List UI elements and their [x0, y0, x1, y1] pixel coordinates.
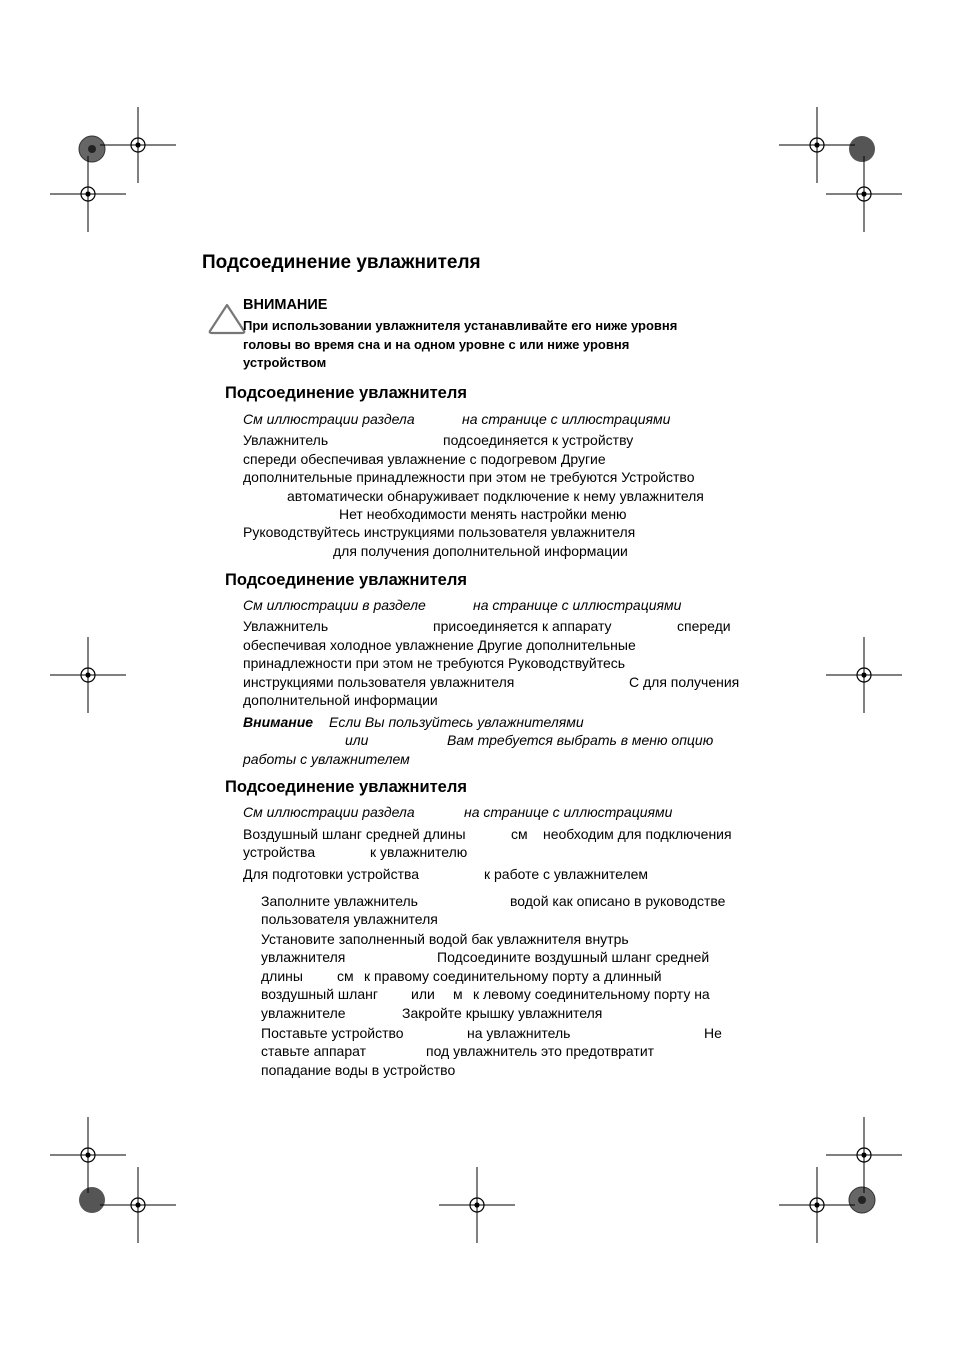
crosshair-mark — [50, 637, 126, 713]
step-text: или — [411, 986, 435, 1002]
body-text: инструкциями пользователя увлажнителя — [243, 674, 515, 690]
body-text: дополнительной информации — [243, 692, 438, 708]
body-text: Увлажнитель — [243, 618, 329, 634]
illustration-reference: на странице с иллюстрациями — [464, 804, 673, 820]
crosshair-mark — [826, 637, 902, 713]
body-text: подсоединяется к устройству — [443, 432, 634, 448]
step-text: Поставьте устройство — [261, 1025, 404, 1041]
step-text: Закройте крышку увлажнителя — [402, 1005, 603, 1021]
body-text: автоматически обнаруживает подключение к нему увлажнителя — [287, 488, 704, 504]
warning-line: При использовании увлажнителя устанавливайте его ниже уровня — [243, 318, 678, 333]
illustration-reference: на странице с иллюстрациями — [473, 597, 682, 613]
step-text: увлажнителе — [261, 1005, 346, 1021]
body-text: дополнительные принадлежности при этом не требуются Устройство — [243, 469, 695, 485]
body-text: к увлажнителю — [370, 844, 468, 860]
step-text: длины — [261, 968, 303, 984]
note-text: работы с увлажнителем — [243, 751, 410, 767]
section-heading: Подсоединение увлажнителя — [225, 384, 467, 402]
body-text: спереди — [677, 618, 731, 634]
step-text: под увлажнитель это предотвратит — [426, 1043, 655, 1059]
crosshair-mark — [439, 1167, 515, 1243]
body-text: см — [511, 826, 528, 842]
step-text: к правому соединительному порту а длинный — [364, 968, 662, 984]
note-text: Вам требуется выбрать в меню опцию — [447, 732, 714, 748]
step-text: Заполните увлажнитель — [261, 893, 418, 909]
illustration-reference: См иллюстрации раздела — [243, 411, 415, 427]
step-text: воздушный шланг — [261, 986, 378, 1002]
section-heading: Подсоединение увлажнителя — [225, 778, 467, 796]
crosshair-mark — [826, 1117, 902, 1193]
target-circle-icon — [849, 1187, 875, 1213]
note-text: Если Вы пользуйтесь увлажнителями — [329, 714, 584, 730]
target-circle-icon — [79, 1187, 105, 1213]
caution-triangle-icon — [210, 305, 245, 333]
step-text: см — [337, 968, 354, 984]
warning-line: устройством — [243, 355, 327, 370]
body-text: присоединяется к аппарату — [433, 618, 612, 634]
illustration-reference: См иллюстрации раздела — [243, 804, 415, 820]
crosshair-mark — [100, 1167, 176, 1243]
body-text: обеспечивая холодное увлажнение Другие дополнительные — [243, 637, 636, 653]
step-text: на увлажнитель — [467, 1025, 571, 1041]
step-text: водой как описано в руководстве — [510, 893, 726, 909]
body-text: Руководствуйтесь инструкциями пользователя увлажнителя — [243, 524, 636, 540]
body-text: С для получения — [629, 674, 740, 690]
body-text: Воздушный шланг средней длины — [243, 826, 466, 842]
body-text: принадлежности при этом не требуются Руководствуйтесь — [243, 655, 626, 671]
step-text: пользователя увлажнителя — [261, 911, 438, 927]
body-text: Для подготовки устройства — [243, 866, 420, 882]
crosshair-mark — [100, 107, 176, 183]
step-text: попадание воды в устройство — [261, 1062, 456, 1078]
warning-line: головы во время сна и на одном уровне с или ниже уровня — [243, 337, 630, 352]
note-label: Внимание — [243, 714, 314, 730]
step-text: ставьте аппарат — [261, 1043, 367, 1059]
illustration-reference: См иллюстрации в разделе — [243, 597, 426, 613]
step-text: к левому соединительному порту на — [473, 986, 710, 1002]
page-title: Подсоединение увлажнителя — [202, 252, 481, 273]
step-text: увлажнителя — [261, 949, 346, 965]
note-text: или — [345, 732, 369, 748]
body-text: необходим для подключения — [543, 826, 732, 842]
section-heading: Подсоединение увлажнителя — [225, 571, 467, 589]
crosshair-mark — [779, 1167, 855, 1243]
target-circle-icon — [849, 136, 875, 162]
crosshair-mark — [779, 107, 855, 183]
target-circle-icon — [79, 136, 105, 162]
step-text: Не — [704, 1025, 722, 1041]
body-text: к работе с увлажнителем — [484, 866, 649, 882]
body-text: для получения дополнительной информации — [333, 543, 628, 559]
warning-heading: ВНИМАНИЕ — [243, 297, 328, 313]
illustration-reference: на странице с иллюстрациями — [462, 411, 671, 427]
crosshair-mark — [50, 156, 126, 232]
body-text: устройства — [243, 844, 316, 860]
body-text: спереди обеспечивая увлажнение с подогревом Другие — [243, 451, 606, 467]
step-text: Установите заполненный водой бак увлажнителя внутрь — [261, 931, 629, 947]
crosshair-mark — [826, 156, 902, 232]
body-text: Увлажнитель — [243, 432, 329, 448]
step-text: м — [453, 986, 463, 1002]
step-text: Подсоедините воздушный шланг средней — [437, 949, 710, 965]
crosshair-mark — [50, 1117, 126, 1193]
body-text: Нет необходимости менять настройки меню — [339, 506, 627, 522]
